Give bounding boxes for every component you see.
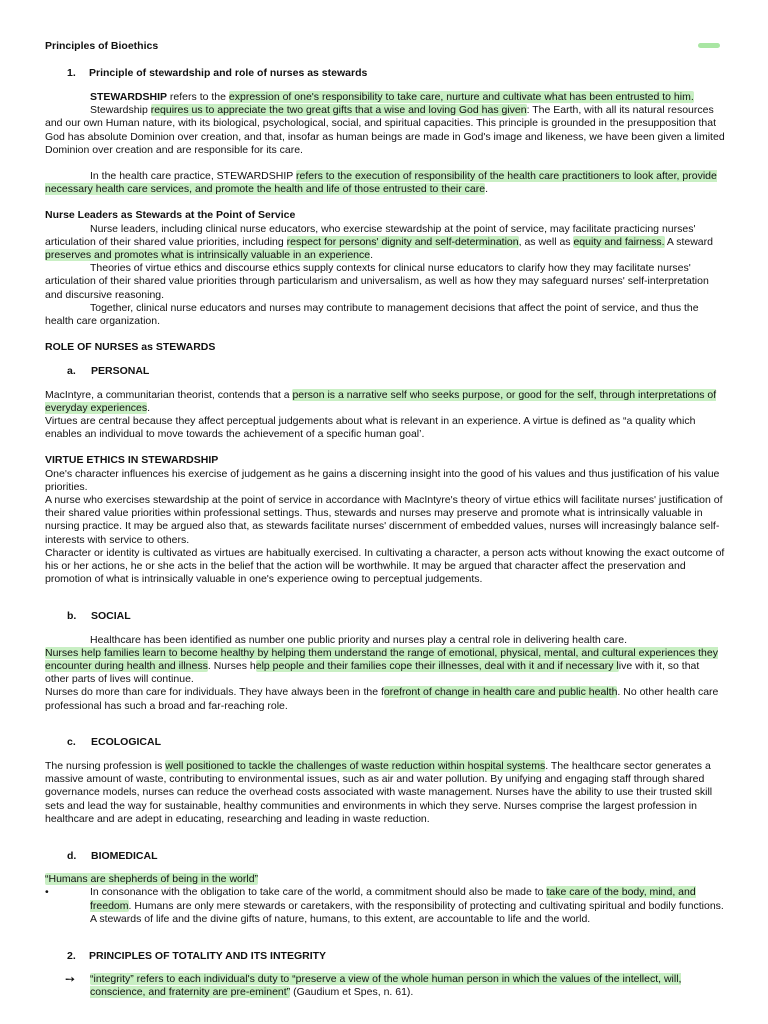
text: The nursing profession is [45, 760, 166, 773]
text: ive with it, so that other parts of lives will continue. [45, 660, 700, 686]
text: : The Earth, with all its natural resources and our own Human nature, with its biological, psychological, social, and spiritual capacities. This principle is grounded in the presupposition that God has absolute Dominion over creation, and that, insofar as human beings are made in God's image and likeness, we have been given a limited Dominion over creation and are responsible for its care. [45, 104, 725, 156]
text: . [485, 183, 489, 196]
text: . The healthcare sector generates a massive amount of waste, contributing to environmental issues, such as air and water pollution. By unifying and engaging staff through shared governance models, nurses can reduce the overhead costs associated with waste management. Nurses have the ability to use their trusted skill sets and lead the way for sustainable, healthy communities and environments in which they serve. Nurses comprise the largest profession in healthcare and are adept in educating, researching and leading in waste reduction. [45, 760, 713, 825]
text: MacIntyre, a communitarian theorist, contends that a [45, 388, 293, 401]
paragraph-stewardship-definition [45, 91, 725, 104]
section-heading-text: PRINCIPLES OF TOTALITY AND ITS INTEGRITY [89, 949, 327, 962]
highlight: “Humans are shepherds of being in the world” [45, 873, 259, 886]
paragraph-virtues-central: Virtues are central because they affect perceptual judgements about what is relevant in an experience. A virtue is defined as “a quality which enables an individual to move towards the achievement of a specific human goal’. [45, 414, 696, 441]
biomedical-bullet-item [45, 886, 725, 926]
section-2-heading [67, 950, 725, 963]
text: (Gaudium et Spes, n. 61). [290, 986, 414, 999]
paragraph-nurses-help-families [45, 647, 725, 687]
section-1-heading [67, 67, 725, 80]
paragraph-healthcare-priority: Healthcare has been identified as number one public priority and nurses play a central role in delivering health care. [90, 633, 627, 646]
subsection-biomedical [67, 850, 725, 863]
virtue-ethics-heading: VIRTUE ETHICS IN STEWARDSHIP [45, 454, 219, 467]
text: . Nurses h [207, 660, 256, 673]
document-title: Principles of Bioethics [45, 40, 159, 52]
paragraph-integrity [90, 973, 725, 999]
highlight: requires us to appreciate the two great gifts that a wise and loving God has given [150, 104, 527, 117]
paragraph-waste-reduction [45, 760, 725, 826]
subsection-letter: c. [67, 736, 76, 749]
subsection-letter: d. [67, 849, 77, 862]
paragraph-macintyre [45, 389, 725, 415]
highlight: well positioned to tackle the challenges of waste reduction within hospital systems [165, 760, 546, 773]
text: refers to the [167, 90, 229, 103]
highlight: take care of the body, mind, and freedom [90, 886, 696, 912]
section-number: 2. [67, 949, 76, 962]
subsection-label: BIOMEDICAL [91, 849, 158, 862]
highlight: person is a narrative self who seeks purpose, or good for the self, through interpretations of everyday experiences [45, 388, 717, 414]
paragraph-nurse-leaders [45, 223, 725, 263]
text: , as well as [518, 235, 574, 248]
text: . [147, 401, 151, 414]
highlight: refers to the execution of responsibility of the health care practitioners to look after, provide necessary health care services, and promote the health and life of those entrusted to their care [45, 169, 717, 196]
highlight: orefront of change in health care and public health [383, 686, 618, 699]
highlight: Nurses help families learn to become healthy by helping them understand the range of emotional, physical, mental, and cultural experiences they encounter during health and illness [45, 646, 718, 673]
integrity-bullet-item [65, 973, 725, 999]
section-heading-text: Principle of stewardship and role of nurses as stewards [89, 67, 368, 80]
text: Nurses do more than care for individuals. They have always been in the f [45, 686, 384, 699]
paragraph-nurse-stewardship: A nurse who exercises stewardship at the point of service in accordance with MacIntyre's theory of virtue ethics will facilitate nurses' justification of their shared value priorities within professional settings. Thus, stewards and nurses may preserve and promote what is intrinsically valuable in nursing practice. It may be argued also that, as stewards facilitate nurses' discernment of embedded values, nurses will increasingly balance self-interests with service to others. [45, 493, 723, 546]
highlight: preserves and promotes what is intrinsically valuable in an experience [45, 248, 371, 261]
document-page [45, 40, 725, 1000]
subsection-label: SOCIAL [91, 609, 131, 622]
paragraph-character-influences: One's character influences his exercise of judgement as he gains a discerning insight into the good of his values and thus justification of his value priorities. [45, 467, 720, 493]
paragraph-stewardship-gifts [45, 104, 725, 157]
highlight: expression of one's responsibility to take care, nurture and cultivate what has been entrusted to him. [228, 90, 694, 103]
section-number: 1. [67, 67, 76, 80]
subsection-letter: a. [67, 364, 76, 377]
subsection-label: PERSONAL [91, 364, 150, 377]
subsection-social [67, 610, 725, 623]
text: Stewardship [90, 104, 151, 117]
arrow-bullet-icon: ➙ [65, 972, 76, 987]
paragraph-character-identity: Character or identity is cultivated as virtues are habitually exercised. In cultivating a character, a person acts without knowing the exact outcome of his or her actions, he or she acts in the belief that the action will be worthwhile. It may be argued that character affect the preservation and promotion of what is intrinsically valuable in one's experience owing to perceptual judgements. [45, 546, 725, 586]
paragraph-virtue-theories: Theories of virtue ethics and discourse ethics supply contexts for clinical nurse educators to clarify how they may facilitate nurses' articulation of their shared value priorities through particularism and universalism, as well as how they may safeguard nurses' self-interpretation and discursive reasoning. [45, 262, 709, 301]
highlight: respect for persons' dignity and self-determination [286, 235, 519, 248]
biomedical-quote [45, 873, 725, 886]
text: In the health care practice, STEWARDSHIP [90, 169, 297, 182]
text: A steward [664, 235, 713, 248]
term-stewardship: STEWARDSHIP [90, 90, 168, 103]
text: . No other health care professional has such a broad and far-reaching role. [45, 686, 719, 712]
text: . Humans are only mere stewards or caretakers, with the responsibility of protecting and cultivating spiritual and bodily functions. A stewards of life and the divine gifts of nature, humans, to this extent, are accountable to life and the world. [90, 899, 724, 925]
subsection-label: ECOLOGICAL [91, 736, 161, 749]
paragraph-nurses-do-more [45, 686, 725, 712]
highlight: elp people and their families cope their illnesses, deal with it and if necessary l [255, 660, 619, 673]
text: . [370, 248, 374, 261]
highlight: equity and fairness. [573, 235, 665, 248]
subsection-personal [67, 365, 725, 378]
paragraph-take-care-body [90, 886, 725, 926]
role-of-nurses-heading: ROLE OF NURSES as STEWARDS [45, 341, 216, 354]
highlight: “integrity” refers to each individual's duty to “preserve a view of the whole human person in which the values of the intellect, will, conscience, and fraternity are pre-eminent” [90, 973, 682, 999]
subsection-ecological [67, 736, 725, 749]
paragraph-management-decisions: Together, clinical nurse educators and nurses may contribute to management decisions that affect the point of service, and thus the health care organization. [45, 301, 699, 327]
paragraph-health-care-practice [45, 170, 725, 196]
subsection-letter: b. [67, 609, 77, 622]
text: Nurse leaders, including clinical nurse educators, who exercise stewardship at the point of service, may facilitate practicing nurses' articulation of their shared value priorities, including [45, 222, 696, 248]
bullet-icon: • [45, 886, 49, 899]
nurse-leaders-heading: Nurse Leaders as Stewards at the Point of Service [45, 209, 296, 222]
text: In consonance with the obligation to take care of the world, a commitment should also be made to [90, 886, 547, 899]
